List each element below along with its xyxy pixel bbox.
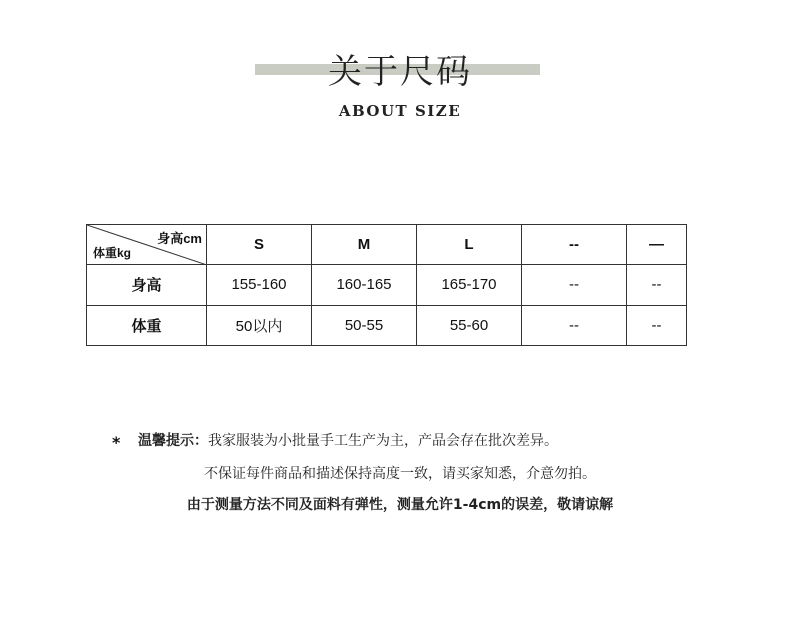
column-header: — xyxy=(627,225,687,265)
table-cell: 165-170 xyxy=(417,265,522,305)
table-header-row xyxy=(87,225,687,265)
column-header: S xyxy=(207,225,312,265)
note-line-2: 不保证每件商品和描述保持高度一致，请买家知悉，介意勿拍。 xyxy=(204,466,596,482)
page-subtitle: ABOUT SIZE xyxy=(338,102,462,120)
column-header: L xyxy=(417,225,522,265)
corner-cell xyxy=(87,225,207,265)
table-cell: 55-60 xyxy=(417,305,522,345)
size-table xyxy=(86,224,687,346)
table-row xyxy=(87,305,687,345)
table-row xyxy=(87,265,687,305)
note-line-3: 由于测量方法不同及面料有弹性，测量允许1-4cm的误差，敬请谅解 xyxy=(186,497,614,513)
corner-height-label: 身高cm xyxy=(157,231,202,246)
row-header: 身高 xyxy=(87,265,207,305)
column-header: -- xyxy=(522,225,627,265)
table-cell: -- xyxy=(627,305,687,345)
column-header: M xyxy=(312,225,417,265)
page-title: 关于尺码 xyxy=(328,52,472,92)
row-header: 体重 xyxy=(87,305,207,345)
table-cell: 160-165 xyxy=(312,265,417,305)
table-cell: -- xyxy=(522,305,627,345)
table-cell: 50以内 xyxy=(207,305,312,345)
note-text-1: 我家服装为小批量手工生产为主，产品会存在批次差异。 xyxy=(208,433,558,449)
note-label: 温馨提示： xyxy=(138,433,208,449)
asterisk-icon: * xyxy=(112,433,121,452)
table-cell: -- xyxy=(522,265,627,305)
note-line-1 xyxy=(138,430,558,450)
corner-weight-label: 体重kg xyxy=(93,246,132,261)
table-cell: 155-160 xyxy=(207,265,312,305)
table-cell: -- xyxy=(627,265,687,305)
table-cell: 50-55 xyxy=(312,305,417,345)
